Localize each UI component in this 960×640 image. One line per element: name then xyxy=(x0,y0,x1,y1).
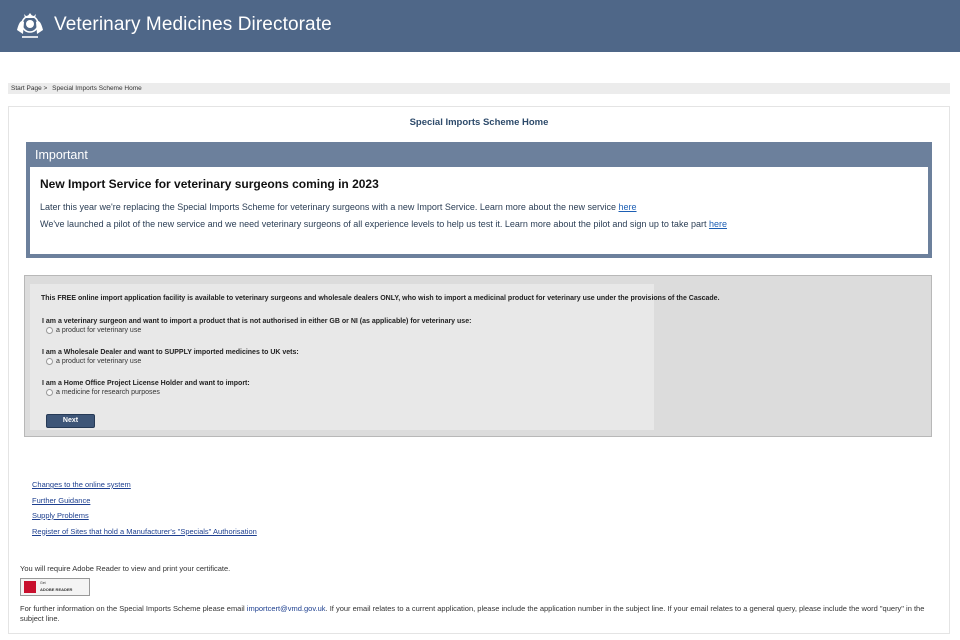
adobe-badge-text: ADOBE READER xyxy=(40,587,73,592)
import-application-form xyxy=(24,275,932,437)
important-title: New Import Service for veterinary surgeons coming in 2023 xyxy=(40,177,379,191)
question-home-office: I am a Home Office Project License Holder and want to import: xyxy=(42,380,250,387)
radio-wholesale-dealer[interactable] xyxy=(46,358,53,365)
breadcrumb-start-page[interactable]: Start Page > xyxy=(11,85,48,92)
next-button[interactable]: Next xyxy=(46,414,95,428)
important-panel xyxy=(26,142,932,258)
page-title: Special Imports Scheme Home xyxy=(409,117,549,128)
site-header xyxy=(0,0,960,52)
option-vet-surgeon-label: a product for veterinary use xyxy=(56,327,142,334)
adobe-badge-get: Get xyxy=(40,581,46,585)
option-vet-surgeon[interactable] xyxy=(46,327,141,334)
question-vet-surgeon: I am a veterinary surgeon and want to import a product that is not authorised in either GB or NI (as applicable) for veterinary use: xyxy=(42,318,472,325)
form-inner-panel xyxy=(30,284,654,430)
adobe-reader-note: You will require Adobe Reader to view and print your certificate. xyxy=(20,564,231,573)
form-intro: This FREE online import application facility is available to veterinary surgeons and wholesale dealers ONLY, who wish to import a medicinal product for veterinary use under the provisions of the Cascade. xyxy=(41,295,720,302)
important-paragraph-2-text: We've launched a pilot of the new service and we need veterinary surgeons of all experience levels to help us test it. Learn more about the pilot and sign up to take part xyxy=(40,219,707,229)
radio-home-office[interactable] xyxy=(46,389,53,396)
option-home-office-label: a medicine for research purposes xyxy=(56,389,160,396)
option-wholesale-dealer-label: a product for veterinary use xyxy=(56,358,142,365)
breadcrumb-current: Special Imports Scheme Home xyxy=(52,85,142,92)
important-paragraph-2 xyxy=(40,218,860,231)
further-guidance-link[interactable]: Further Guidance xyxy=(32,495,91,505)
footer-contact-note xyxy=(20,604,940,624)
option-home-office[interactable] xyxy=(46,389,160,396)
important-heading: Important xyxy=(35,148,88,162)
option-wholesale-dealer[interactable] xyxy=(46,358,141,365)
important-paragraph-1 xyxy=(40,201,860,214)
contact-email[interactable]: importcert@vmd.gov.uk xyxy=(246,604,326,613)
important-paragraph-1-text: Later this year we're replacing the Special Imports Scheme for veterinary surgeons with a new Import Service. Learn more about the new service xyxy=(40,202,616,212)
site-title[interactable]: Veterinary Medicines Directorate xyxy=(54,14,332,35)
question-wholesale-dealer: I am a Wholesale Dealer and want to SUPPLY imported medicines to UK vets: xyxy=(42,349,299,356)
pilot-here-link[interactable]: here xyxy=(708,219,727,229)
get-adobe-reader-badge[interactable] xyxy=(20,578,90,596)
register-of-sites-link[interactable]: Register of Sites that hold a Manufacturer's "Specials" Authorisation xyxy=(32,526,257,536)
related-links xyxy=(32,480,257,542)
breadcrumb xyxy=(8,83,950,94)
changes-link[interactable]: Changes to the online system xyxy=(32,480,131,489)
supply-problems-link[interactable]: Supply Problems xyxy=(32,511,89,520)
main-content xyxy=(8,106,950,634)
royal-crest-icon xyxy=(14,10,46,42)
new-service-here-link[interactable]: here xyxy=(618,202,637,212)
footer-prefix: For further information on the Special Imports Scheme please email xyxy=(20,604,245,613)
adobe-logo-icon xyxy=(24,581,36,593)
radio-vet-surgeon[interactable] xyxy=(46,327,53,334)
footer-suffix: . If your email relates to a current application, please include the application number in the subject line. If your email relates to a general query, please include the word "query" in the subject line. xyxy=(20,604,925,623)
important-body xyxy=(30,167,928,254)
